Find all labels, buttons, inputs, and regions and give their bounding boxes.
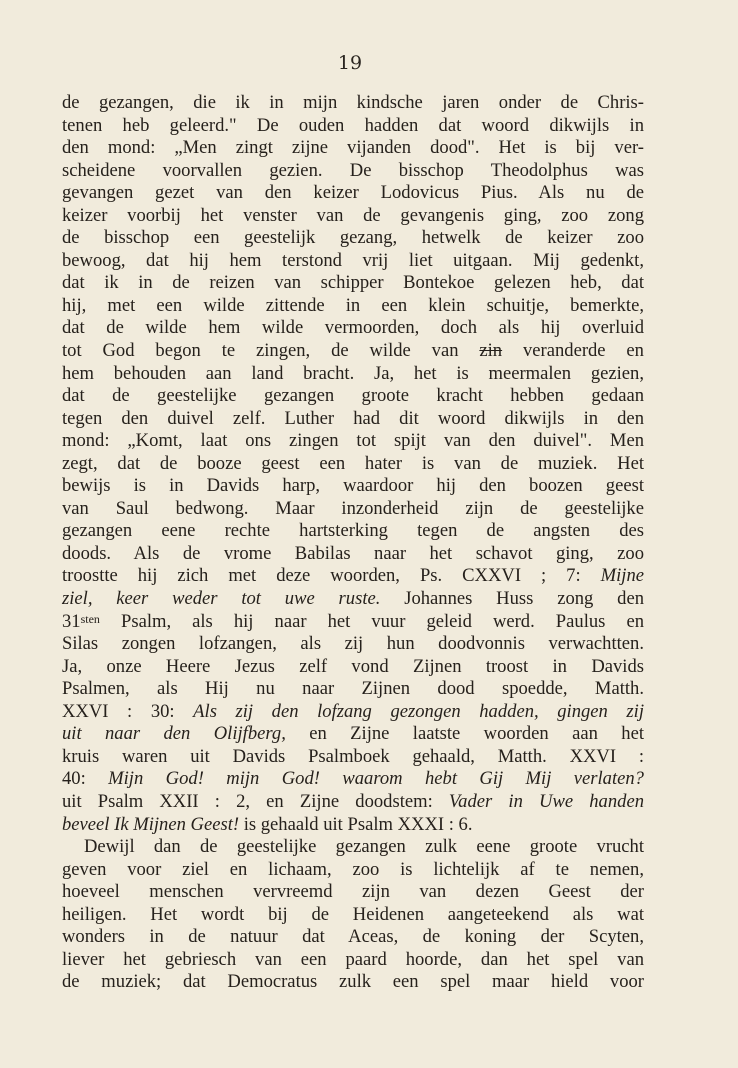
text-segment: gezangen eene rechte hartsterking tegen de angsten des [62, 520, 644, 542]
text-line [62, 295, 644, 318]
text-line [62, 182, 644, 205]
text-segment: hij, met een wilde zittende in een klein schuitje, bemerkte, [62, 294, 644, 316]
text-line [62, 859, 644, 882]
text-line [62, 701, 644, 724]
text-segment: bewoog, dat hij hem terstond vrij liet uitgaan. Mij gedenkt, [62, 249, 644, 271]
text-segment: dat ik in de reizen van schipper Bontekoe gelezen heb, dat [62, 272, 644, 294]
text-line [62, 160, 644, 183]
text-segment: Ja, onze Heere Jezus zelf vond Zijnen troost in Davids [62, 655, 644, 677]
text-line [62, 475, 644, 498]
text-segment: liever het gebriesch van een paard hoorde, dan het spel van [62, 948, 644, 970]
text-line [62, 408, 644, 431]
text-segment: gevangen gezet van den keizer Lodovicus Pius. Als nu de [62, 182, 644, 204]
text-line [62, 926, 644, 949]
text-segment: zegt, dat de booze geest een hater is van de muziek. Het [62, 452, 644, 474]
text-segment: wonders in de natuur dat Aceas, de koning der Scyten, [62, 926, 644, 948]
italic-text: ziel, keer weder tot uwe ruste. [62, 588, 381, 610]
text-segment: mond: „Komt, laat ons zingen tot spijt van den duivel". Men [62, 430, 644, 452]
text-line [62, 768, 644, 791]
text-segment: hoeveel menschen vervreemd zijn van dezen Geest der [62, 881, 644, 903]
text-segment: Psalm, als hij naar het vuur geleid werd. Paulus en [99, 610, 644, 632]
body-text [62, 92, 644, 994]
text-line [62, 949, 644, 972]
text-line [62, 881, 644, 904]
text-segment: de bisschop een geestelijk gezang, hetwelk de keizer zoo [62, 227, 644, 249]
text-line [62, 363, 644, 386]
italic-text: beveel Ik Mijnen Geest! [62, 813, 240, 835]
text-line [62, 453, 644, 476]
italic-text: Vader in Uwe handen [448, 790, 644, 812]
text-segment: tenen heb geleerd." De ouden hadden dat woord dikwijls in [62, 114, 644, 136]
text-line [62, 633, 644, 656]
text-segment: Johannes Huss zong den [380, 588, 644, 610]
text-line [62, 498, 644, 521]
text-line [62, 272, 644, 295]
text-segment: kruis waren uit Davids Psalmboek gehaald, Matth. XXVI : [62, 745, 644, 767]
text-segment: van Saul bedwong. Maar inzonderheid zijn de geestelijke [62, 497, 644, 519]
text-line [62, 678, 644, 701]
text-segment: de gezangen, die ik in mijn kindsche jaren onder de Chris- [62, 92, 644, 113]
text-line [62, 520, 644, 543]
text-segment: en Zijne laatste woorden aan het [285, 723, 644, 745]
text-segment: uit Psalm XXII : 2, en Zijne doodstem: [62, 790, 449, 812]
text-segment: geven voor ziel en lichaam, zoo is lichtelijk af te nemen, [62, 858, 644, 880]
text-segment: tot God begon te zingen, de wilde van [62, 340, 480, 362]
text-line [62, 115, 644, 138]
text-line [62, 791, 644, 814]
text-segment: Psalmen, als Hij nu naar Zijnen dood spoedde, Matth. [62, 678, 644, 700]
text-line [62, 565, 644, 588]
text-segment: bewijs is in Davids harp, waardoor hij den boozen geest [62, 475, 644, 497]
text-segment: dat de geestelijke gezangen groote kracht hebben gedaan [62, 385, 644, 407]
text-segment: den mond: „Men zingt zijne vijanden dood". Het is bij ver- [62, 137, 644, 159]
text-segment: zin [479, 340, 503, 362]
text-line [62, 205, 644, 228]
text-line [62, 836, 644, 859]
italic-text: Mijne [600, 565, 644, 587]
text-line [62, 317, 644, 340]
italic-text: uit naar den Olijfberg, [62, 723, 286, 745]
text-segment: keizer voorbij het venster van de gevangenis ging, zoo zong [62, 204, 644, 226]
superscript: sten [80, 611, 100, 626]
text-segment: 31 [62, 610, 81, 632]
text-line [62, 250, 644, 273]
text-segment: de muziek; dat Democratus zulk een spel maar hield voor [62, 971, 644, 993]
text-segment: hem behouden aan land bracht. Ja, het is meermalen gezien, [62, 362, 644, 384]
text-segment: is gehaald uit Psalm XXXI : 6. [239, 813, 473, 835]
text-segment: 40: [62, 768, 109, 790]
text-line [62, 814, 644, 837]
text-segment: troostte hij zich met deze woorden, Ps. CXXVI ; 7: [62, 565, 601, 587]
text-segment: dat de wilde hem wilde vermoorden, doch als hij overluid [62, 317, 644, 339]
text-line [62, 385, 644, 408]
text-line [62, 971, 644, 994]
text-segment: doods. Als de vrome Babilas naar het schavot ging, zoo [62, 542, 644, 564]
text-segment: XXVI : 30: [62, 700, 194, 722]
page-number: 19 [337, 52, 363, 74]
text-segment: tegen den duivel zelf. Luther had dit woord dikwijls in den [62, 407, 644, 429]
text-segment: veranderde en [502, 340, 644, 362]
text-segment: Dewijl dan de geestelijke gezangen zulk eene groote vrucht [84, 836, 644, 858]
text-segment: Silas zongen lofzangen, als zij hun doodvonnis verwachtten. [62, 633, 644, 655]
text-line [62, 656, 644, 679]
text-segment: scheidene voorvallen gezien. De bisschop Theodolphus was [62, 159, 644, 181]
text-line [62, 543, 644, 566]
text-line [62, 137, 644, 160]
italic-text: Mijn God! mijn God! waarom hebt Gij Mij verlaten? [108, 768, 644, 790]
text-line [62, 92, 644, 115]
text-line [62, 430, 644, 453]
text-line [62, 588, 644, 611]
text-line [62, 746, 644, 769]
text-line [62, 904, 644, 927]
italic-text: Als zij den lofzang gezongen hadden, gingen zij [193, 700, 644, 722]
text-line [62, 611, 644, 634]
text-line [62, 723, 644, 746]
text-line [62, 340, 644, 363]
text-line [62, 227, 644, 250]
text-segment: heiligen. Het wordt bij de Heidenen aangeteekend als wat [62, 903, 644, 925]
